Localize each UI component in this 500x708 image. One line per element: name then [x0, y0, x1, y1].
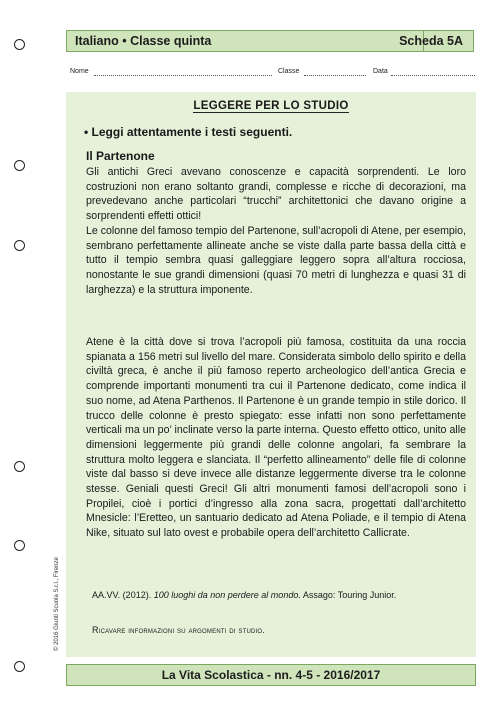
- paragraph-2: Le colonne del famoso tempio del Partenone, sull’acropoli di Atene, per esempio, sembrano perfettamente allineate anche se viste dalla parte bassa della città e tutto il tempio sembra quasi galleggiare leggero sopra all’altura rocciosa, nonostante le sue grandi dimensioni (quasi 70 metri di lunghezza e quasi 31 di larghezza) e la struttura imponente.: [86, 224, 466, 296]
- date-label: Data: [373, 68, 388, 75]
- name-field[interactable]: [94, 75, 272, 76]
- binder-hole-4: [14, 461, 25, 472]
- binder-hole-3: [14, 240, 25, 251]
- citation: [92, 590, 396, 600]
- binder-hole-5: [14, 540, 25, 551]
- citation-title: 100 luoghi da non perdere al mondo.: [153, 590, 301, 600]
- page-title: LEGGERE PER LO STUDIO: [193, 100, 349, 112]
- name-label: Nome: [70, 68, 89, 75]
- content-panel: [66, 92, 476, 657]
- section-title: Il Partenone: [86, 149, 155, 163]
- copyright-note: © 2016 Giunti Scuola S.r.l., Firenze: [54, 557, 60, 651]
- sheet-label: Scheda 5A: [399, 34, 463, 48]
- instruction: • Leggi attentamente i testi seguenti.: [84, 125, 293, 139]
- citation-publisher: Assago: Touring Junior.: [302, 590, 397, 600]
- student-fields: [70, 68, 475, 80]
- citation-authors: AA.VV. (2012).: [92, 590, 152, 600]
- class-field[interactable]: [304, 75, 366, 76]
- text-block-2: [86, 335, 466, 541]
- text-block-1: [86, 165, 466, 297]
- subject-label: Italiano • Classe quinta: [75, 34, 212, 48]
- class-label: Classe: [278, 68, 300, 75]
- task-label: Ricavare informazioni su argomenti di studio.: [92, 625, 265, 635]
- binder-hole-2: [14, 160, 25, 171]
- paragraph-3: Atene è la città dove si trova l’acropoli più famosa, costituita da una roccia spianata a 156 metri sul livello del mare. Considerata simbolo dello spirito e della civiltà greca, è anche il più famoso reperto archeologico dell’antica Grecia e comprende importanti monumenti tra cui il Partenone dedicato, come indica il suo nome, ad Atena Parthenos. Il Partenone è un grande tempio in stile dorico. Il trucco delle colonne è presto spiegato: esse infatti non sono perfettamente verticali ma un po’ inclinate verso la parte interna. Questo effetto ottico, unito alle dimensioni leggermente più grandi delle colonne angolari, fa sembrare la struttura molto leggera e slanciata. Il “perfetto allineamento” delle file di colonne viste dal basso si deve invece alle distanze leggermente diverse tra le colonne stesse. Geniali questi Greci! Gli altri monumenti famosi dell’acropoli sono i Propilei, cioè i portici d’ingresso alla zona sacra, progettati dall’architetto Mnesicle: l’Eretteo, un santuario dedicato ad Atena Poliade, e il tempio di Atena Nike, situato sul lato ovest e probabile opera dell’architetto Callicrate.: [86, 336, 466, 540]
- binder-hole-6: [14, 661, 25, 672]
- date-field[interactable]: [391, 75, 475, 76]
- header-bar: [66, 30, 474, 52]
- binder-hole-1: [14, 39, 25, 50]
- footer-bar: La Vita Scolastica - nn. 4-5 - 2016/2017: [66, 664, 476, 686]
- paragraph-1: Gli antichi Greci avevano conoscenze e capacità sorprendenti. Le loro costruzioni non erano soltanto grandi, complesse e ricche di decorazioni, ma prevedevano anche particolari “trucchi” architettonici che davano origine a sorprendenti effetti ottici!: [86, 166, 466, 223]
